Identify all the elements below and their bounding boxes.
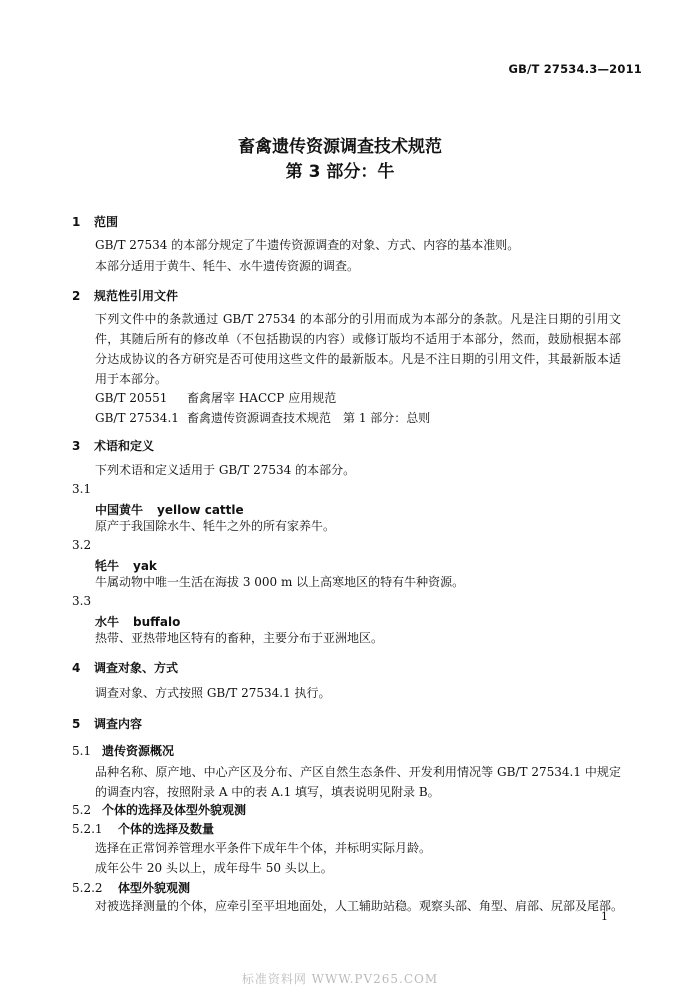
term-3-2-definition: 牛属动物中唯一生活在海拔 3 000 m 以上高寒地区的特有牛种资源。 — [95, 575, 465, 589]
term-3-2-number: 3.2 — [72, 538, 92, 552]
term-3-3: 水牛 buffalo — [95, 615, 181, 629]
document-subtitle: 第 3 部分：牛 — [285, 162, 395, 182]
term-3-3-definition: 热带、亚热带地区特有的畜种，主要分布于亚洲地区。 — [95, 631, 384, 645]
normative-reference-1: GB/T 20551 畜禽屠宰 HACCP 应用规范 — [95, 391, 337, 405]
section-4-paragraph: 调查对象、方式按照 GB/T 27534.1 执行。 — [95, 686, 331, 700]
subsection-5-2-2-paragraph: 对被选择测量的个体，应牵引至平坦地面处，人工辅助站稳。观察头部、角型、肩部、尻部及尾部。 — [95, 899, 624, 913]
section-1-paragraph-2: 本部分适用于黄牛、牦牛、水牛遗传资源的调查。 — [95, 259, 360, 273]
section-3-heading: 3 术语和定义 — [72, 439, 155, 453]
document-title: 畜禽遗传资源调查技术规范 — [238, 137, 442, 157]
subsection-5-2-1-paragraph-2: 成年公牛 20 头以上，成年母牛 50 头以上。 — [95, 861, 333, 875]
standard-number: GB/T 27534.3—2011 — [508, 62, 642, 76]
term-3-1-definition: 原产于我国除水牛、牦牛之外的所有家养牛。 — [95, 519, 336, 533]
section-1-paragraph-1: GB/T 27534 的本部分规定了牛遗传资源调查的对象、方式、内容的基本准则。 — [95, 238, 520, 252]
subsection-5-1-heading: 5.1 遗传资源概况 — [72, 744, 175, 758]
subsection-5-1-paragraph: 品种名称、原产地、中心产区及分布、产区自然生态条件、开发利用情况等 GB/T 27534.1 中规定的调查内容，按照附录 A 中的表 A.1 填写，填表说明见附录 B。 — [95, 765, 621, 799]
normative-reference-2: GB/T 27534.1 畜禽遗传资源调查技术规范 第 1 部分：总则 — [95, 411, 431, 425]
section-2-heading: 2 规范性引用文件 — [72, 289, 179, 303]
term-3-3-number: 3.3 — [72, 594, 92, 608]
term-3-2: 牦牛 yak — [95, 559, 157, 573]
term-3-1: 中国黄牛 yellow cattle — [95, 503, 244, 517]
section-4-heading: 4 调查对象、方式 — [72, 661, 179, 675]
subsection-5-2-1-paragraph-1: 选择在正常饲养管理水平条件下成年牛个体，并标明实际月龄。 — [95, 841, 432, 855]
section-1-heading: 1 范围 — [72, 215, 119, 229]
section-2-paragraph: 下列文件中的条款通过 GB/T 27534 的本部分的引用而成为本部分的条款。凡是注日期的引用文件，其随后所有的修改单（不包括勘误的内容）或修订版均不适用于本部分，然而，鼓励根据本部分达成协议的各方研究是否可使用这些文件的最新版本。凡是不注日期的引用文件，其最新版本适用于本部分。 — [95, 312, 621, 386]
watermark: 标准资料网 WWW.PV265.COM — [241, 972, 439, 986]
section-5-heading: 5 调查内容 — [72, 717, 143, 731]
subsection-5-2-heading: 5.2 个体的选择及体型外貌观测 — [72, 803, 247, 817]
subsection-5-2-1-heading: 5.2.1 个体的选择及数量 — [72, 822, 215, 836]
page-number: 1 — [601, 910, 608, 923]
subsection-5-2-2-heading: 5.2.2 体型外貌观测 — [72, 881, 191, 895]
term-3-1-number: 3.1 — [72, 482, 92, 496]
section-3-intro: 下列术语和定义适用于 GB/T 27534 的本部分。 — [95, 463, 356, 477]
